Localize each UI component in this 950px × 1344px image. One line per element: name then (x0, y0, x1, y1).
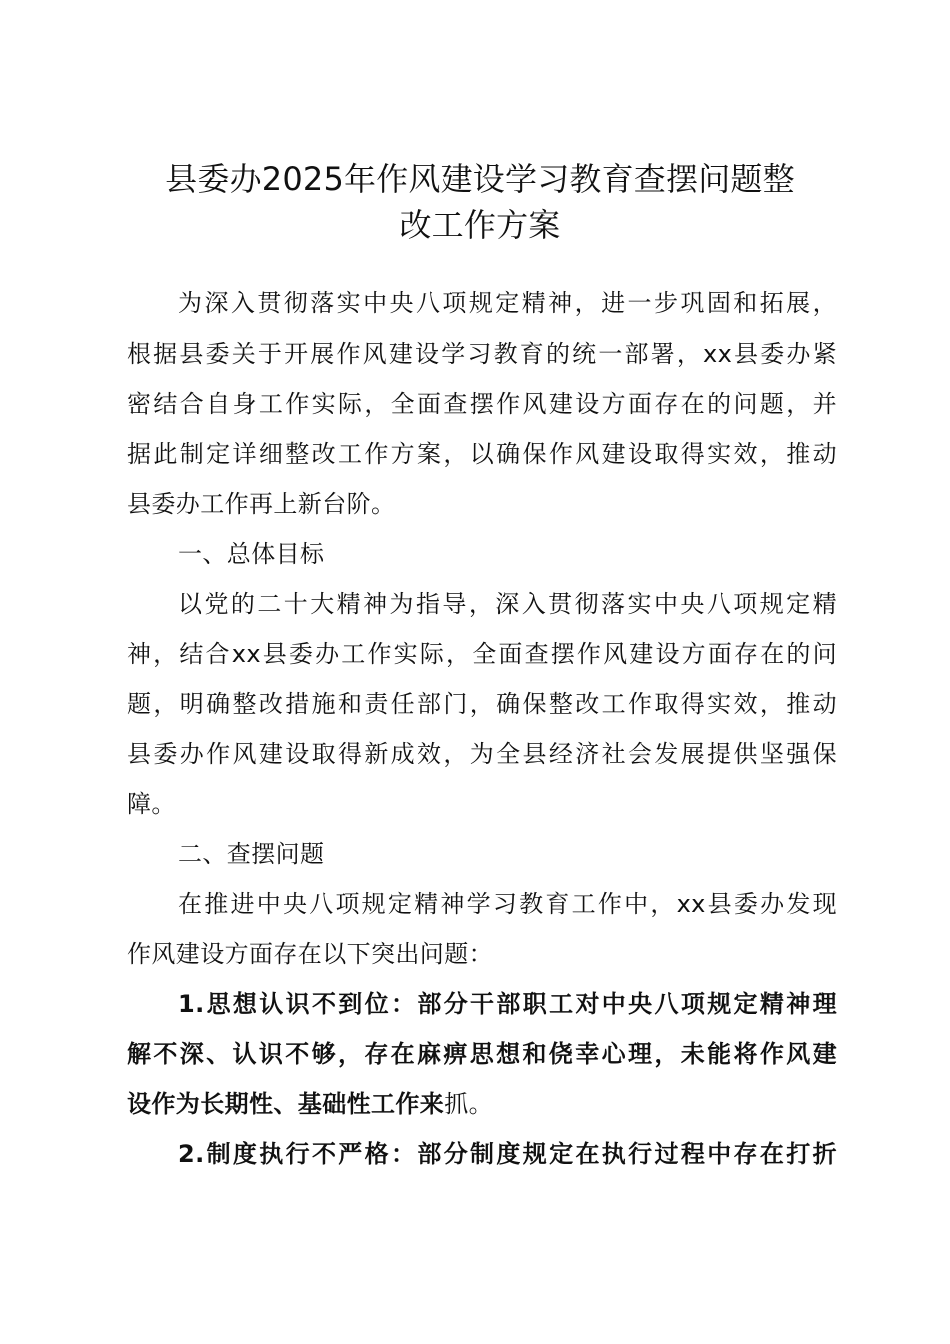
item-1-line-1: 1.思想认识不到位：部分干部职工对中央八项规定精神理 (178, 990, 837, 1018)
section-2-line-1: 在推进中央八项规定精神学习教育工作中，xx县委办发现 (178, 890, 837, 918)
section-1-line-3: 题，明确整改措施和责任部门，确保整改工作取得实效，推动 (127, 690, 837, 718)
section-2-line-2: 作风建设方面存在以下突出问题： (127, 940, 493, 968)
section-1-line-4: 县委办作风建设取得新成效，为全县经济社会发展提供坚强保 (127, 740, 837, 768)
section-2-heading: 二、查摆问题 (178, 840, 325, 868)
section-1-line-5: 障。 (127, 790, 176, 818)
intro-line-4: 据此制定详细整改工作方案，以确保作风建设取得实效，推动 (127, 440, 837, 468)
section-1-line-1: 以党的二十大精神为指导，深入贯彻落实中央八项规定精 (178, 590, 837, 618)
document-title-line-1: 县委办2025年作风建设学习教育查摆问题整 (165, 160, 795, 198)
intro-line-1: 为深入贯彻落实中央八项规定精神，进一步巩固和拓展， (178, 289, 837, 317)
document-title-line-2: 改工作方案 (399, 206, 561, 244)
section-1-heading: 一、总体目标 (178, 540, 325, 568)
item-1-line-3 (127, 1089, 837, 1119)
item-1-line-2: 解不深、认识不够，存在麻痹思想和侥幸心理，未能将作风建 (127, 1040, 837, 1068)
item-2-line-1: 2.制度执行不严格：部分制度规定在执行过程中存在打折 (178, 1140, 837, 1168)
item-1-line-3-bold: 设作为长期性、基础性工作来 (127, 1090, 445, 1118)
intro-line-2: 根据县委关于开展作风建设学习教育的统一部署，xx县委办紧 (127, 340, 837, 368)
intro-line-5: 县委办工作再上新台阶。 (127, 490, 396, 518)
item-1-line-3-tail: 抓。 (444, 1090, 494, 1118)
section-1-line-2: 神，结合xx县委办工作实际，全面查摆作风建设方面存在的问 (127, 640, 837, 668)
intro-line-3: 密结合自身工作实际，全面查摆作风建设方面存在的问题，并 (127, 390, 837, 418)
